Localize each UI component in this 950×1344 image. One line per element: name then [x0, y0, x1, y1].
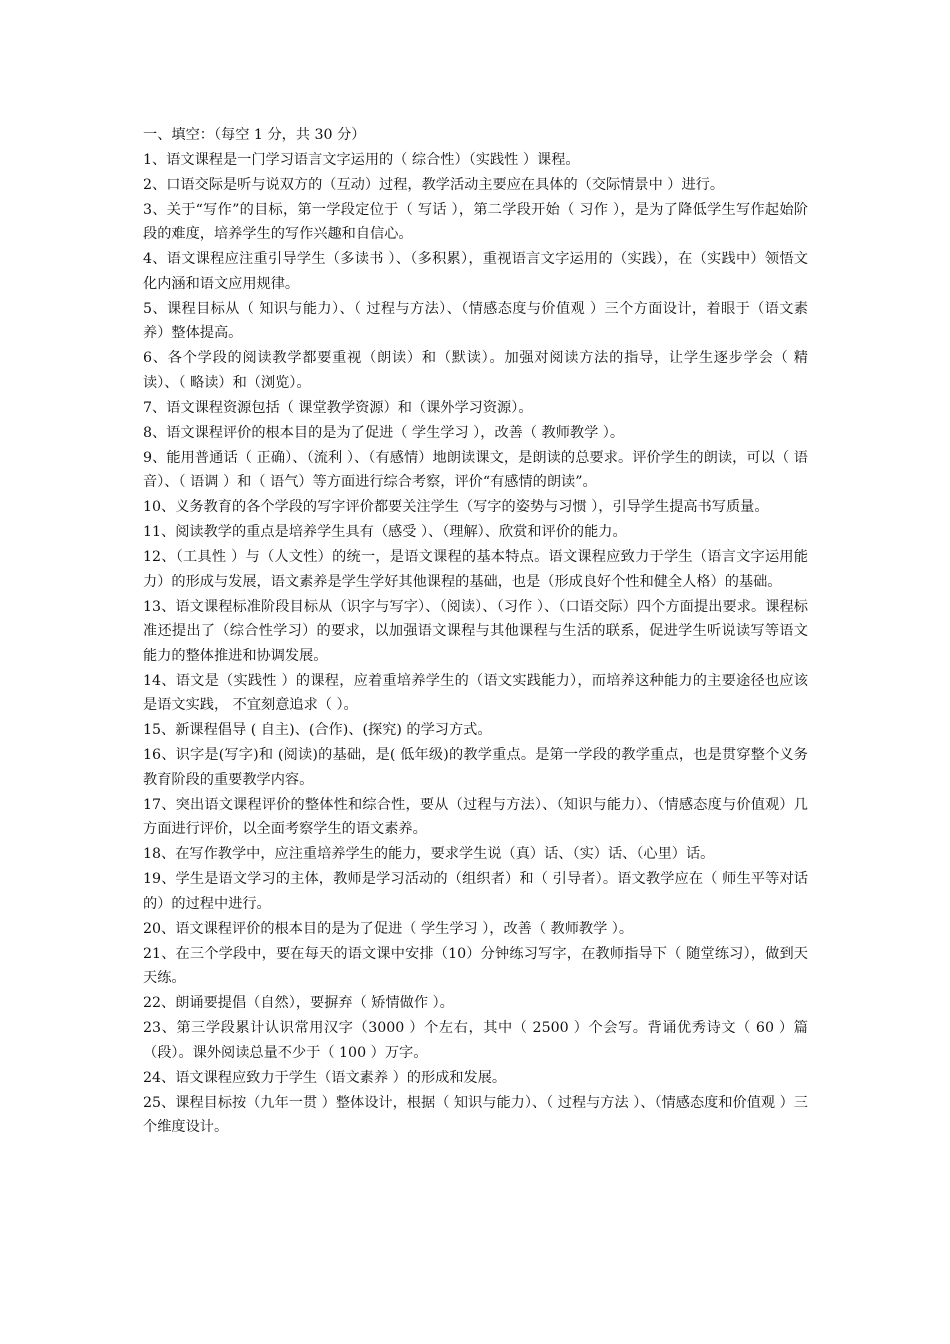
question-17: 17、突出语文课程评价的整体性和综合性，要从（过程与方法）、（知识与能力）、（情感态度与价值观）几方面进行评价，以全面考察学生的语文素养。	[143, 796, 808, 837]
fill-in-blank-section	[143, 123, 808, 1140]
question-20: 20、语文课程评价的根本目的是为了促进（ 学生学习 ），改善（ 教师教学 ）。	[143, 920, 634, 937]
question-22: 22、朗诵要提倡（自然），要摒弃（ 矫情做作 ）。	[143, 995, 454, 1011]
question-2: 2、口语交际是听与说双方的（互动）过程，教学活动主要应在具体的（交际情景中 ）进行。	[143, 176, 725, 193]
question-23: 23、第三学段累计认识常用汉字（3000 ）个左右，其中（ 2500 ）个会写。背诵优秀诗文（ 60 ）篇（段）。课外阅读总量不少于（ 100 ）万字。	[143, 1020, 808, 1061]
section-heading: 一、填空：（每空 1 分，共 30 分）	[143, 127, 366, 143]
question-11: 11、阅读教学的重点是培养学生具有（感受 ）、（理解）、欣赏和评价的能力。	[143, 524, 627, 540]
question-16: 16、识字是(写字)和 (阅读)的基础，是( 低年级)的教学重点。是第一学段的教学重点，也是贯穿整个义务教育阶段的重要教学内容。	[143, 747, 808, 788]
question-1: 1、语文课程是一门学习语言文字运用的（ 综合性）（实践性 ）课程。	[143, 151, 580, 168]
question-15: 15、新课程倡导 ( 自主)、(合作)、(探究) 的学习方式。	[143, 722, 492, 738]
question-3: 3、关于“写作”的目标，第一学段定位于（ 写话 ），第二学段开始（ 习作 ），是为了降低学生写作起始阶段的难度，培养学生的写作兴趣和自信心。	[143, 201, 808, 242]
question-21: 21、在三个学段中，要在每天的语文课中安排（10）分钟练习写字，在教师指导下（ 随堂练习），做到天天练。	[143, 945, 808, 986]
question-19: 19、学生是语文学习的主体，教师是学习活动的（组织者）和（ 引导者）。语文教学应在（ 师生平等对话的）的过程中进行。	[143, 871, 808, 912]
question-24: 24、语文课程应致力于学生（语文素养 ）的形成和发展。	[143, 1069, 507, 1086]
question-12: 12、（工具性 ）与（人文性）的统一，是语文课程的基本特点。语文课程应致力于学生（语言文字运用能力）的形成与发展，语文素养是学生学好其他课程的基础，也是（形成良好个性和健全人格）的基础。	[143, 549, 808, 590]
question-4: 4、语文课程应注重引导学生（多读书 ）、（多积累），重视语言文字运用的（实践），在（实践中）领悟文化内涵和语文应用规律。	[143, 251, 808, 292]
question-6: 6、各个学段的阅读教学都要重视（朗读）和（默读）。加强对阅读方法的指导，让学生逐步学会（ 精读）、（ 略读）和（浏览）。	[143, 350, 808, 391]
question-10: 10、义务教育的各个学段的写字评价都要关注学生（写字的姿势与习惯 ），引导学生提高书写质量。	[143, 499, 769, 515]
question-25: 25、课程目标按（九年一贯 ）整体设计，根据（ 知识与能力）、（ 过程与方法 ）、（情感态度和价值观 ）三个维度设计。	[143, 1094, 808, 1135]
question-8: 8、语文课程评价的根本目的是为了促进（ 学生学习 ），改善（ 教师教学 ）。	[143, 424, 625, 441]
question-9: 9、能用普通话（ 正确）、（流利 ）、（有感情）地朗读课文，是朗读的总要求。评价学生的朗读，可以（ 语音）、（ 语调 ）和（ 语气）等方面进行综合考察，评价“有感情的朗读”。	[143, 449, 808, 490]
question-13: 13、语文课程标准阶段目标从（识字与写字）、（阅读）、（习作 ）、（口语交际）四个方面提出要求。课程标准还提出了（综合性学习）的要求，以加强语文课程与其他课程与生活的联系，促进学生听说读写等语文能力的整体推进和协调发展。	[143, 598, 808, 664]
question-14: 14、语文是（实践性 ）的课程，应着重培养学生的（语文实践能力），而培养这种能力的主要途径也应该是语文实践， 不宜刻意追求（ ）。	[143, 672, 808, 713]
question-5: 5、课程目标从（ 知识与能力）、（ 过程与方法）、（情感态度与价值观 ）三个方面设计，着眼于（语文素养）整体提高。	[143, 300, 808, 341]
question-18: 18、在写作教学中，应注重培养学生的能力，要求学生说（真）话、（实）话、（心里）话。	[143, 846, 715, 862]
question-7: 7、语文课程资源包括（ 课堂教学资源）和（课外学习资源）。	[143, 399, 533, 416]
